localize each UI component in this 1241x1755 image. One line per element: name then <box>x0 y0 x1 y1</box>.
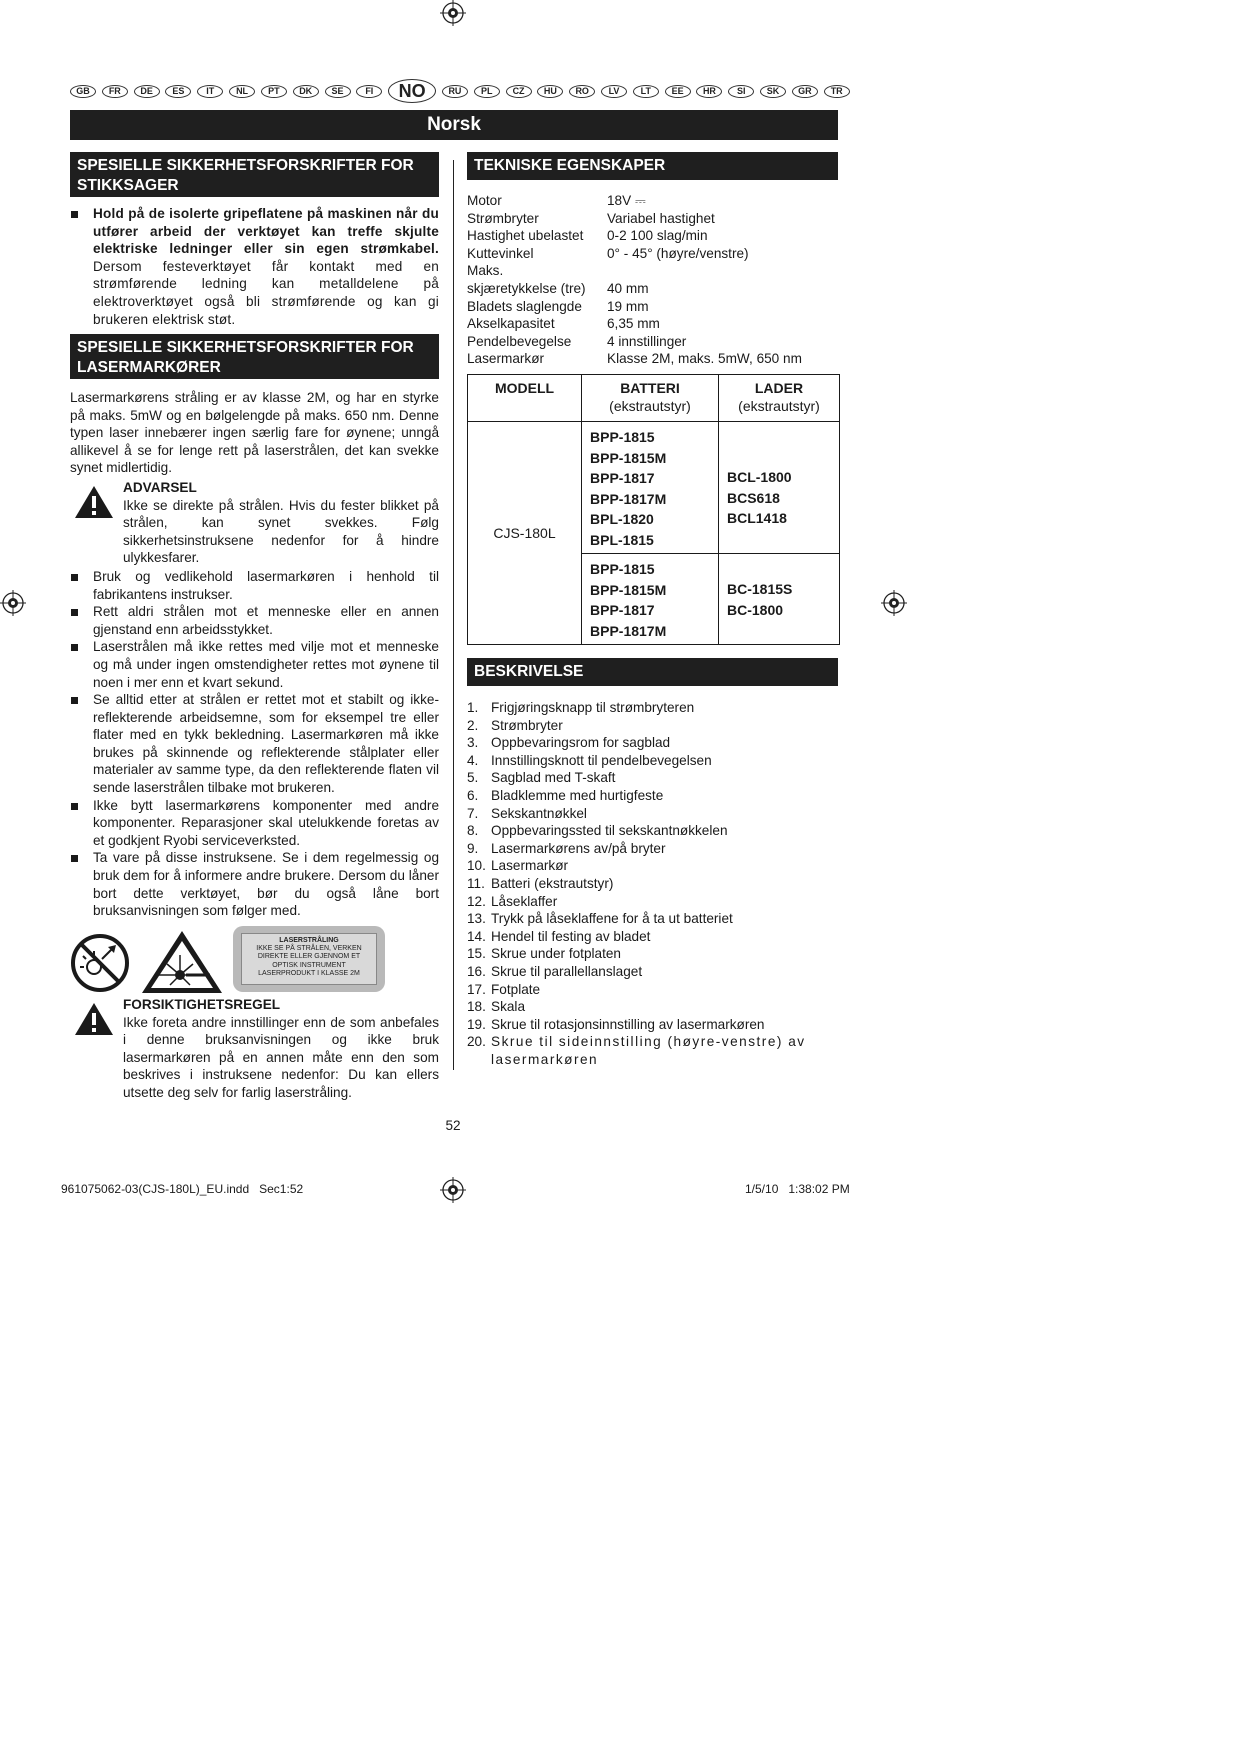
list-item: 20. Skrue til sideinnstilling (høyre-venstre) av lasermarkøren <box>467 1034 806 1067</box>
spec-value <box>607 262 839 280</box>
language-badge: RO <box>569 85 595 98</box>
section-heading-specs: TEKNISKE EGENSKAPER <box>467 152 838 180</box>
list-item-text: Batteri (ekstrautstyr) <box>491 875 614 891</box>
header-sublabel: (ekstrautstyr) <box>738 398 820 414</box>
language-badge: HU <box>537 85 563 98</box>
charger-item: BC-1815S <box>727 581 793 597</box>
bullet-text: Dersom festeverktøyet får kontakt med en strømførende ledning kan metalldelene på elektroverktøyet også bli strømførende og kan gi brukeren elektrisk støt. <box>93 258 439 327</box>
battery-item: BPL-1815 <box>590 531 654 548</box>
specs-list <box>467 192 839 368</box>
list-item: 5. Sagblad med T-skaft <box>467 770 616 786</box>
warning-triangle-icon <box>74 485 114 519</box>
footer-date: 1/5/10 1:38:02 PM <box>745 1182 850 1196</box>
list-item-text: Oppbevaringssted til sekskantnøkkelen <box>491 823 728 839</box>
list-item-text: Lasermarkørens av/på bryter <box>491 840 666 856</box>
jigsaw-safety-section <box>70 205 439 328</box>
spec-row <box>467 298 839 316</box>
language-badge: HR <box>696 85 722 98</box>
list-item: Ikke bytt lasermarkørens komponenter med andre komponenter. Reparasjoner skal utelukkende foretas av et godkjent Ryobi serviceverksted. <box>70 797 439 850</box>
list-item-text: Frigjøringsknapp til strømbryteren <box>491 700 695 715</box>
language-badge: SE <box>325 85 351 98</box>
spec-value: 0° - 45° (høyre/venstre) <box>607 245 749 261</box>
list-item: Laserstrålen må ikke rettes med vilje mot et menneske og må under ingen omstendigheter rettes mot øynene til noen i mer enn et kvart sekund. <box>70 638 439 691</box>
language-badge: IT <box>197 85 223 98</box>
language-badge: SI <box>728 85 754 98</box>
no-staring-laser-icon <box>70 933 130 993</box>
label-line: IKKE SE PÅ STRÅLEN, VERKEN <box>256 945 362 953</box>
spec-row <box>467 280 839 298</box>
table-header-battery <box>582 375 719 422</box>
footer-file-info: 961075062-03(CJS-180L)_EU.indd Sec1:52 <box>61 1182 304 1196</box>
table-header-charger <box>719 375 840 422</box>
list-item: 7. Sekskantnøkkel <box>467 805 587 821</box>
battery-item: BPP-1817 <box>590 470 655 486</box>
caution-section <box>70 996 439 1102</box>
language-selector <box>70 80 850 102</box>
charger-item: BCS618 <box>727 489 780 506</box>
list-item: Ta vare på disse instruksene. Se i dem regelmessig og bruk dem for å informere andre brukere. Dersom du låner bort dette verktøyet, bør du også låne bort bruksanvisningen som følger med. <box>70 849 439 919</box>
list-item-text: Bladklemme med hurtigfeste <box>491 787 664 803</box>
language-badge: ES <box>165 85 191 98</box>
language-badge: GR <box>792 85 818 98</box>
battery-item: BPP-1815 <box>590 429 655 445</box>
language-badge: FI <box>356 85 382 98</box>
list-item-text: Innstillingsknott til pendelbevegelsen <box>491 752 712 768</box>
warning-title: ADVARSEL <box>123 479 197 495</box>
caution-text: Ikke foreta andre innstillinger enn de som anbefales i denne bruksanvisningen og ikke bruk lasermarkøren på en annen måte enn den som beskrives i instruksene nedenfor: Du kan ellers utsette deg selv for farlig laserstråling. <box>123 1014 439 1100</box>
laser-intro-paragraph: Lasermarkørens stråling er av klasse 2M, og har en styrke på maks. 5mW og en bølgelengde på maks. 650 nm. Denne typen laser innebærer ingen særlig fare for øynene; unngå allikevel å se for lenge rett på laserstrålen, det kan svekke synet midlertidig. <box>70 390 439 476</box>
language-badge: PT <box>261 85 287 98</box>
language-badge: GB <box>70 85 96 98</box>
spec-row <box>467 262 839 280</box>
list-item: Rett aldri strålen mot et menneske eller en annen gjenstand enn arbeidsstykket. <box>70 603 439 638</box>
battery-item: BPP-1815M <box>590 581 667 598</box>
list-item-text: Trykk på låseklaffene for å ta ut batteriet <box>491 911 733 927</box>
list-item-text: Skrue til sideinnstilling (høyre-venstre) av lasermarkøren <box>491 1034 806 1067</box>
language-badge: LV <box>601 85 627 98</box>
language-badge: TR <box>824 85 850 98</box>
list-item: 15. Skrue under fotplaten <box>467 946 621 962</box>
spec-key: Lasermarkør <box>467 351 545 367</box>
spec-row <box>467 245 839 263</box>
table-cell-model: CJS-180L <box>468 422 582 645</box>
charger-item: BCL-1800 <box>727 469 792 485</box>
list-item-text: Skrue til rotasjonsinnstilling av lasermarkøren <box>491 1016 765 1032</box>
registration-mark-icon <box>440 0 466 26</box>
table-cell-chargers <box>719 554 840 645</box>
list-item: 3. Oppbevaringsrom for sagblad <box>467 735 671 751</box>
spec-value: 19 mm <box>607 298 649 314</box>
battery-item: BPP-1815M <box>590 449 667 466</box>
section-heading-laser-safety: SPESIELLE SIKKERHETSFORSKRIFTER FOR LASERMARKØRER <box>70 334 439 379</box>
list-item-text: Skrue under fotplaten <box>491 946 621 962</box>
spec-key: Hastighet ubelastet <box>467 228 584 244</box>
spec-value: Variabel hastighet <box>607 210 715 226</box>
list-item-text: Lasermarkør <box>491 858 569 874</box>
language-badge: NL <box>229 85 255 98</box>
language-badge: SK <box>760 85 786 98</box>
spec-row <box>467 192 839 210</box>
battery-item: BPP-1817 <box>590 602 655 618</box>
language-badge: FR <box>102 85 128 98</box>
table-header-row <box>468 375 840 422</box>
list-item-text: Sekskantnøkkel <box>491 805 587 821</box>
list-item: 14. Hendel til festing av bladet <box>467 928 651 944</box>
list-item: 13. Trykk på låseklaffene for å ta ut batteriet <box>467 911 733 927</box>
list-item: 12. Låseklaffer <box>467 893 558 909</box>
charger-item: BCL1418 <box>727 510 787 526</box>
language-badge: CZ <box>506 85 532 98</box>
language-badge: DE <box>134 85 160 98</box>
list-item-text: Skala <box>491 999 526 1015</box>
list-item: 10. Lasermarkør <box>467 858 569 874</box>
language-badge: LT <box>633 85 659 98</box>
header-label: LADER <box>754 380 804 396</box>
list-item-text: Oppbevaringsrom for sagblad <box>491 735 671 751</box>
label-line: DIREKTE ELLER GJENNOM ET <box>257 953 361 961</box>
caution-block <box>70 996 439 1102</box>
registration-mark-icon <box>881 590 907 616</box>
section-heading-jigsaw-safety: SPESIELLE SIKKERHETSFORSKRIFTER FOR STIKKSAGER <box>70 152 439 197</box>
spec-value: Klasse 2M, maks. 5mW, 650 nm <box>607 351 802 367</box>
language-badge: PL <box>474 85 500 98</box>
list-item-text: Hendel til festing av bladet <box>491 928 651 944</box>
spec-key: Motor <box>467 193 502 208</box>
table-row <box>468 422 840 554</box>
description-list <box>467 699 839 1068</box>
table-cell-batteries <box>582 554 719 645</box>
charger-item: BC-1800 <box>727 601 784 618</box>
warning-text: Ikke se direkte på strålen. Hvis du fester blikket på strålen, kan synet svekkes. Følg sikkerhetsinstruksene nedenfor for å hindre ulykkesfarer. <box>123 497 439 566</box>
spec-row <box>467 210 839 228</box>
list-item: 19. Skrue til rotasjonsinnstilling av lasermarkøren <box>467 1016 765 1032</box>
spec-key: Akselkapasitet <box>467 316 555 332</box>
list-item: 16. Skrue til parallellanslaget <box>467 963 643 979</box>
list-item: Se alltid etter at strålen er rettet mot et stabilt og ikke-reflekterende arbeidsemne, som for eksempel tre eller flater med en tykk bekledning. Lasermarkøren må ikke brukes på skinnende og reflekterende stålplater eller materialer av samme type, da den reflekterende flaten vil sende laserstrålen tilbake mot brukeren. <box>70 691 439 797</box>
list-item: 2. Strømbryter <box>467 717 563 733</box>
spec-row <box>467 227 839 245</box>
language-badge: EE <box>665 85 691 98</box>
list-item-text: Fotplate <box>491 981 541 997</box>
spec-key: Strømbryter <box>467 210 539 226</box>
battery-item: BPL-1820 <box>590 511 654 527</box>
list-item: 8. Oppbevaringssted til sekskantnøkkelen <box>467 823 728 839</box>
list-item: 1. Frigjøringsknapp til strømbryteren <box>467 700 695 715</box>
spec-value: 6,35 mm <box>607 316 660 332</box>
registration-mark-icon <box>0 590 26 616</box>
table-header-model <box>468 375 582 422</box>
language-badge: RU <box>442 85 468 98</box>
table-cell-batteries <box>582 422 719 554</box>
language-badge: DK <box>293 85 319 98</box>
spec-row <box>467 315 839 333</box>
list-item: 6. Bladklemme med hurtigfeste <box>467 787 664 803</box>
bullet-bold-text: Hold på de isolerte gripeflatene på maskinen når du utfører arbeid der verktøyet kan treffe skjulte elektriske ledninger eller sin egen strømkabel. <box>93 206 439 257</box>
spec-key: Pendelbevegelse <box>467 333 572 349</box>
battery-item: BPP-1817M <box>590 622 667 639</box>
spec-value: 4 innstillinger <box>607 333 687 349</box>
list-item: 9. Lasermarkørens av/på bryter <box>467 840 666 856</box>
list-item: 18. Skala <box>467 999 526 1015</box>
language-badge-active: NO <box>388 79 436 103</box>
battery-item: BPP-1815 <box>590 561 655 577</box>
warning-block <box>70 479 439 567</box>
header-label: MODELL <box>494 380 555 396</box>
spec-key: Bladets slaglengde <box>467 298 582 314</box>
list-item <box>70 205 439 328</box>
spec-value: 40 mm <box>607 280 649 296</box>
model-compatibility-table <box>467 374 840 645</box>
registration-mark-icon <box>440 1177 466 1203</box>
label-line: LASERPRODUKT I KLASSE 2M <box>258 969 360 977</box>
list-item: 11. Batteri (ekstrautstyr) <box>467 875 614 891</box>
table-cell-chargers <box>719 422 840 554</box>
header-label: BATTERI <box>620 380 680 396</box>
spec-key: Maks. <box>467 263 504 279</box>
laser-warning-label-text <box>241 933 377 985</box>
laser-warning-label <box>233 926 385 992</box>
list-item: Bruk og vedlikehold lasermarkøren i henhold til fabrikantens instrukser. <box>70 568 439 603</box>
list-item-text: Strømbryter <box>491 717 563 733</box>
header-sublabel: (ekstrautstyr) <box>609 398 691 414</box>
list-item-text: Skrue til parallellanslaget <box>491 963 643 979</box>
list-item-text: Låseklaffer <box>491 893 558 909</box>
laser-hazard-icon <box>140 929 224 995</box>
page-title: Norsk <box>70 110 838 140</box>
page-number: 52 <box>445 1118 461 1133</box>
list-item: 4. Innstillingsknott til pendelbevegelsen <box>467 752 712 768</box>
spec-value: 0-2 100 slag/min <box>607 228 708 244</box>
spec-key: Kuttevinkel <box>467 245 534 261</box>
spec-row <box>467 350 839 368</box>
warning-triangle-icon <box>74 1002 114 1036</box>
laser-safety-section <box>70 389 439 920</box>
column-divider <box>453 160 454 1070</box>
battery-item: BPP-1817M <box>590 490 667 507</box>
list-item: 17. Fotplate <box>467 981 541 997</box>
spec-key: skjæretykkelse (tre) <box>467 280 586 296</box>
section-heading-description: BESKRIVELSE <box>467 658 838 686</box>
caution-title: FORSIKTIGHETSREGEL <box>123 997 281 1012</box>
label-line: OPTISK INSTRUMENT <box>272 961 346 969</box>
spec-value: 18V ⎓ <box>607 193 646 208</box>
spec-row <box>467 333 839 351</box>
list-item-text: Sagblad med T-skaft <box>491 770 616 786</box>
label-line: LASERSTRÅLING <box>279 937 339 944</box>
